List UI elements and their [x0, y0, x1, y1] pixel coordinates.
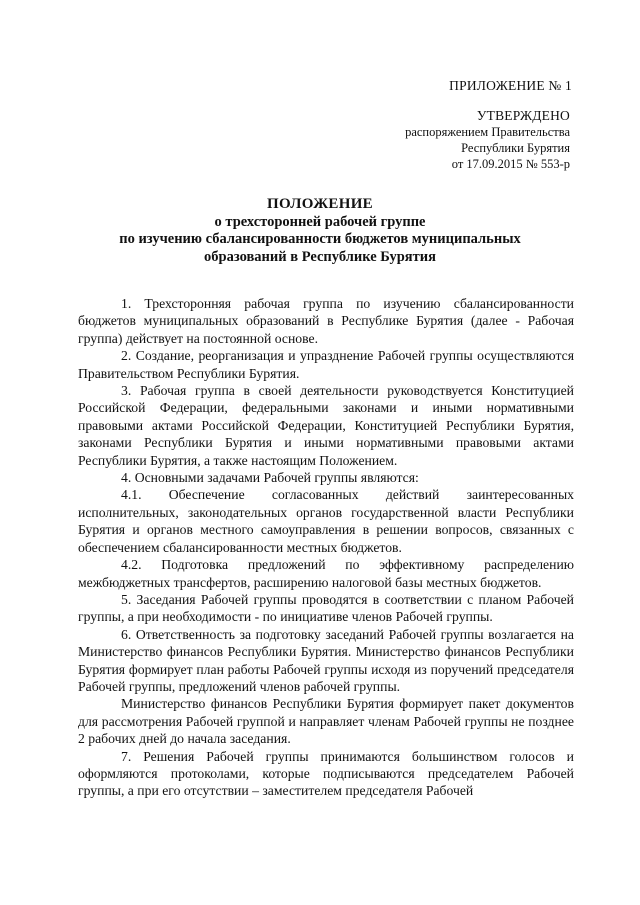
approved-by-line: распоряжением Правительства: [405, 125, 570, 139]
paragraph-2: 2. Создание, реорганизация и упразднение Рабочей группы осуществляются Правительством Республики Бурятия.: [78, 348, 574, 381]
paragraph-3: 3. Рабочая группа в своей деятельности руководствуется Конституцией Российской Федерации, федеральными законами и иными нормативными правовыми актами Российской Федерации, Конституцией Республики Бурятия, законами Республики Бурятия и иными нормативными правовыми актами Республики Бурятия, а также настоящим Положением.: [78, 383, 574, 468]
paragraph-7: 7. Решения Рабочей группы принимаются большинством голосов и оформляются протоколами, которые подписываются председателем Рабочей группы, а при его отсутствии – заместителем председателя Рабочей: [78, 748, 574, 799]
paragraph-1: 1. Трехсторонняя рабочая группа по изучению сбалансированности бюджетов муниципальных образований в Республике Бурятия (далее - Рабочая группа) действует на постоянной основе.: [78, 296, 574, 346]
title-line-4: образований в Республике Бурятия: [204, 248, 436, 265]
approved-republic-line: Республики Бурятия: [461, 141, 570, 155]
approval-block: [405, 108, 570, 172]
approved-heading: УТВЕРЖДЕНО: [476, 108, 570, 123]
annex-label: ПРИЛОЖЕНИЕ № 1: [449, 78, 572, 93]
paragraph-4-1: 4.1. Обеспечение согласованных действий заинтересованных исполнительных, законодательных органов государственной власти Республики Бурятия и органов местного самоуправления в решении вопросов, связанных с обеспечением сбалансированности местных бюджетов.: [78, 487, 574, 555]
title-line-3: по изучению сбалансированности бюджетов муниципальных: [119, 231, 521, 247]
document-title: [100, 196, 540, 266]
paragraph-6-cont: Министерство финансов Республики Бурятия формирует пакет документов для рассмотрения Рабочей группой и направляет членам Рабочей группы не позднее 2 рабочих дней до начала заседания.: [78, 696, 574, 747]
approved-date-number: от 17.09.2015 № 553-р: [451, 157, 570, 171]
document-body: [78, 295, 574, 800]
title-heading: ПОЛОЖЕНИЕ: [267, 196, 373, 212]
paragraph-6: 6. Ответственность за подготовку заседаний Рабочей группы возлагается на Министерство финансов Республики Бурятия. Министерство финансов Республики Бурятия формирует план работы Рабочей группы исходя из поручений председателя Рабочей группы, предложений членов рабочей группы.: [78, 626, 574, 694]
title-line-2: о трехсторонней рабочей группе: [214, 213, 426, 230]
paragraph-4: 4. Основными задачами Рабочей группы являются:: [121, 470, 419, 486]
paragraph-5: 5. Заседания Рабочей группы проводятся в соответствии с планом Рабочей группы, а при необходимости - по инициативе членов Рабочей группы.: [78, 591, 574, 625]
paragraph-4-2: 4.2. Подготовка предложений по эффективному распределению межбюджетных трансфертов, расширению налоговой базы местных бюджетов.: [78, 557, 574, 590]
